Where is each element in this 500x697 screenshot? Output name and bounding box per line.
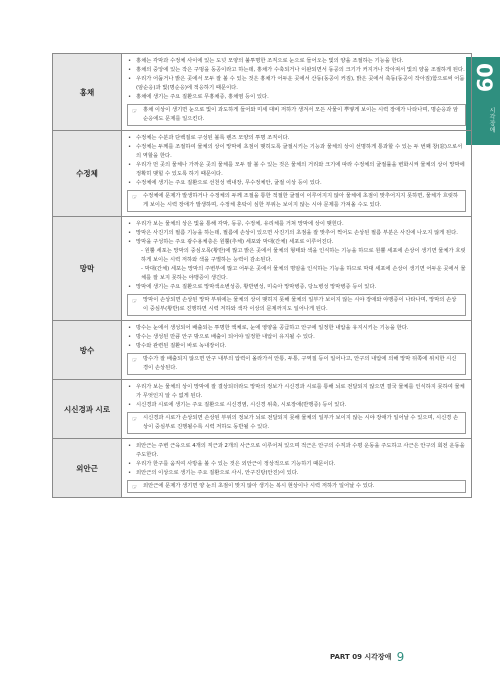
list-item: • 망막에 생기는 주요 질환으로 망막색소변성증, 황반변성, 미숙아 망막병증, 당뇨병성 망막병증 등이 있다. [127, 283, 466, 292]
chapter-title: 시각장애 [488, 107, 495, 133]
list-item: • 우리가 어둡거나 밝은 곳에서 모두 잘 볼 수 있는 것은 홍채가 어두운 곳에서 산동(동공이 커짐), 밝은 곳에서 축동(동공이 작아짐)함으로써 어둠(암순응)과 빛(명순응)에 적응하기 때문이다. [127, 75, 466, 93]
table-row [53, 131, 472, 217]
list-item: • 우리가 먼 곳의 물체나 가까운 곳의 물체를 모두 잘 볼 수 있는 것은 물체의 거리와 크기에 따라 수정체의 굴절률을 변화시켜 물체의 상이 망막에 정확히 맺힐 수 있도록 하기 때문이다. [127, 161, 466, 179]
bullet-list [127, 57, 466, 102]
chapter-number: 09 [472, 63, 496, 93]
row-content [122, 54, 472, 131]
row-content [122, 131, 472, 217]
list-item: • 수정체는 수분과 단백질로 구성된 볼록 렌즈 모양의 투명 조직이다. [127, 134, 466, 143]
row-heading: 방수 [53, 321, 122, 380]
pointing-hand-icon: ☞ [132, 108, 138, 115]
pointing-hand-icon: ☞ [132, 194, 138, 201]
note-box [127, 294, 466, 316]
list-item: - 막대(간체) 세포는 망막의 주변부에 많고 어두운 곳에서 물체의 명암을 인식하는 기능을 하므로 막대 세포에 손상이 생기면 어두운 곳에서 물체를 잘 보지 못하는 야맹증이 생긴다. [141, 266, 466, 281]
row-heading: 홍채 [53, 54, 122, 131]
pointing-hand-icon: ☞ [132, 416, 138, 423]
row-heading: 외안근 [53, 439, 122, 498]
row-content [122, 380, 472, 439]
note-box [127, 412, 466, 434]
row-heading: 시신경과 시로 [53, 380, 122, 439]
list-item: • 홍채의 중앙에 있는 작은 구멍을 동공이라고 하는데, 홍채가 수축되거나 이완되면서 동공의 크기가 커지거나 작아져서 빛의 양을 조절하게 된다. [127, 66, 466, 75]
list-item: • 우리가 한구를 움직여 사방을 볼 수 있는 것은 외안근이 정상적으로 기능하기 때문이다. [127, 460, 466, 469]
table-row [53, 321, 472, 380]
page-footer [330, 650, 404, 664]
note-text: 수정체에 문제가 발생하거나 수정체의 두께 조절을 통한 적절한 굴절이 이루어지지 않아 물체에 초점이 맞추어지지 못하면, 물체가 흐릿하게 보이는 시력 장애가 발생하며, 수정체 혼탁이 심한 부위는 보이지 않는 시야 문제를 가져올 수도 있다. [143, 193, 459, 208]
list-item: • 망막을 구성하는 주요 광수용체층은 원뿔(추체) 세포와 막대(간체) 세포로 이루어진다. [127, 238, 466, 247]
note-text: 외안근에 문제가 생기면 양 눈의 초점이 맞지 않아 생기는 복시 현상이나 시력 저하가 일어날 수 있다. [143, 483, 375, 489]
footer-part-label: PART 09 시각장애 [330, 653, 392, 661]
list-item: • 방수와 관련된 질환이 바로 녹내장이다. [127, 342, 466, 351]
bullet-list [127, 442, 466, 478]
list-item: • 홍채는 각막과 수정체 사이에 있는 도넛 모양의 불투명한 조직으로 눈으로 들어오는 빛의 양을 조절하는 기능을 한다. [127, 57, 466, 66]
list-item: • 방수는 생성된 만큼 안구 밖으로 배출이 되어야 일정한 내압이 유지될 수 있다. [127, 333, 466, 342]
list-item: • 홍채에 생기는 주요 질환으로 무홍채증, 홍채염 등이 있다. [127, 93, 466, 102]
row-content [122, 439, 472, 498]
note-box [127, 190, 466, 212]
bullet-list [127, 324, 466, 351]
note-text: 방수가 잘 배출되지 않으면 안구 내부의 압력이 올라가서 안통, 두통, 구역질 등이 일어나고, 안구의 내압에 의해 망막 뒤쪽에 위치한 시신경이 손상된다. [143, 356, 457, 371]
table-row [53, 380, 472, 439]
list-item: • 방수는 눈에서 생성되어 배출되는 투명한 액체로, 눈에 영양을 공급하고 안구에 일정한 내압을 유지시키는 기능을 한다. [127, 324, 466, 333]
list-item: • 수정체는 두께를 조절하여 물체의 상이 망막에 초점이 맺히도록 굴절시키는 기능과 물체의 상이 선명하게 통과할 수 있는 두 번째 창(窓)으로서의 역할을 한다. [127, 143, 466, 161]
row-content [122, 321, 472, 380]
list-item: • 망막은 사진기의 필름 기능을 하는데, 필름에 손상이 있으면 사진기의 초점을 잘 맞추어 찍어도 손상된 필름 부분은 사진에 나오지 않게 된다. [127, 229, 466, 238]
table-row [53, 54, 472, 131]
list-item: • 우리가 보는 물체의 상이 망막에 잘 결상되더라도 망막의 정보가 시신경과 시로를 통해 뇌로 전달되지 않으면 결국 물체를 인식하지 못하여 물체가 무엇인지 알 수 없게 된다. [127, 383, 466, 401]
note-text: 시신경과 시로가 손상되면 손상된 부위의 정보가 뇌로 전달되지 못해 물체의 일부가 보이지 않는 시야 장애가 일어날 수 있으며, 시신경 손상이 중심부로 진행될수록 시력 저하도 동반될 수 있다. [143, 415, 459, 430]
note-text: 홍채 이상이 생기면 눈으로 빛이 과도하게 들어와 미세 대비 저하가 생겨서 모든 사물이 뿌옇게 보이는 시력 장애가 나타나며, 명순응과 암순응에도 문제를 일으킨다. [143, 107, 459, 122]
list-item: • 외안근는 주변 근육으로 4개의 직근과 2개의 사근으로 이루어져 있으며 적근은 안구의 수직과 수평 운동을 주도하고 사근은 안구의 회전 운동을 주도한다. [127, 442, 466, 460]
note-box [127, 353, 466, 375]
table-row [53, 439, 472, 498]
bullet-list [127, 220, 466, 292]
note-box [127, 104, 466, 126]
page-number: 9 [396, 650, 405, 664]
list-item: • 수정체에 생기는 주요 질환으로 선천성 백내장, 무수정체안, 굴절 이상 등이 있다. [127, 179, 466, 188]
note-text: 망막이 손상되면 손상된 망막 부위에는 물체의 상이 맺히지 못해 물체의 일부가 보이지 않는 시야 장애와 야맹증이 나타나며, 망막의 손상이 중심부(황반)로 진행하면 시력 저하와 색각 이상의 문제까지도 일어나게 된다. [143, 297, 457, 312]
list-item: • 외안근의 이상으로 생기는 주요 질환으로 사시, 안구진탕(안진)이 있다. [127, 469, 466, 478]
pointing-hand-icon: ☞ [132, 357, 138, 364]
list-item: - 원뿔 세포는 망막의 중심오목(황반)에 많고 밝은 곳에서 물체의 형태와 색을 인식하는 기능을 하므로 원뿔 세포에 손상이 생기면 물체가 흐릿하게 보이는 시력 저하와 색을 구별하는 능력이 감소된다. [141, 248, 466, 263]
row-heading: 망막 [53, 217, 122, 321]
row-content [122, 217, 472, 321]
bullet-list [127, 134, 466, 188]
list-item: • 시신경과 시로에 생기는 주요 질환으로 시신경염, 시신경 위축, 시로장애(반맹증) 등이 있다. [127, 401, 466, 410]
pointing-hand-icon: ☞ [132, 298, 138, 305]
note-box [127, 480, 466, 493]
row-heading: 수정체 [53, 131, 122, 217]
pointing-hand-icon: ☞ [132, 484, 138, 491]
table-row [53, 217, 472, 321]
anatomy-table [52, 53, 472, 498]
list-item: • 우리가 보는 물체의 상은 빛을 통해 각막, 동공, 수정체, 유리체를 거쳐 망막에 상이 맺힌다. [127, 220, 466, 229]
bullet-list [127, 383, 466, 410]
